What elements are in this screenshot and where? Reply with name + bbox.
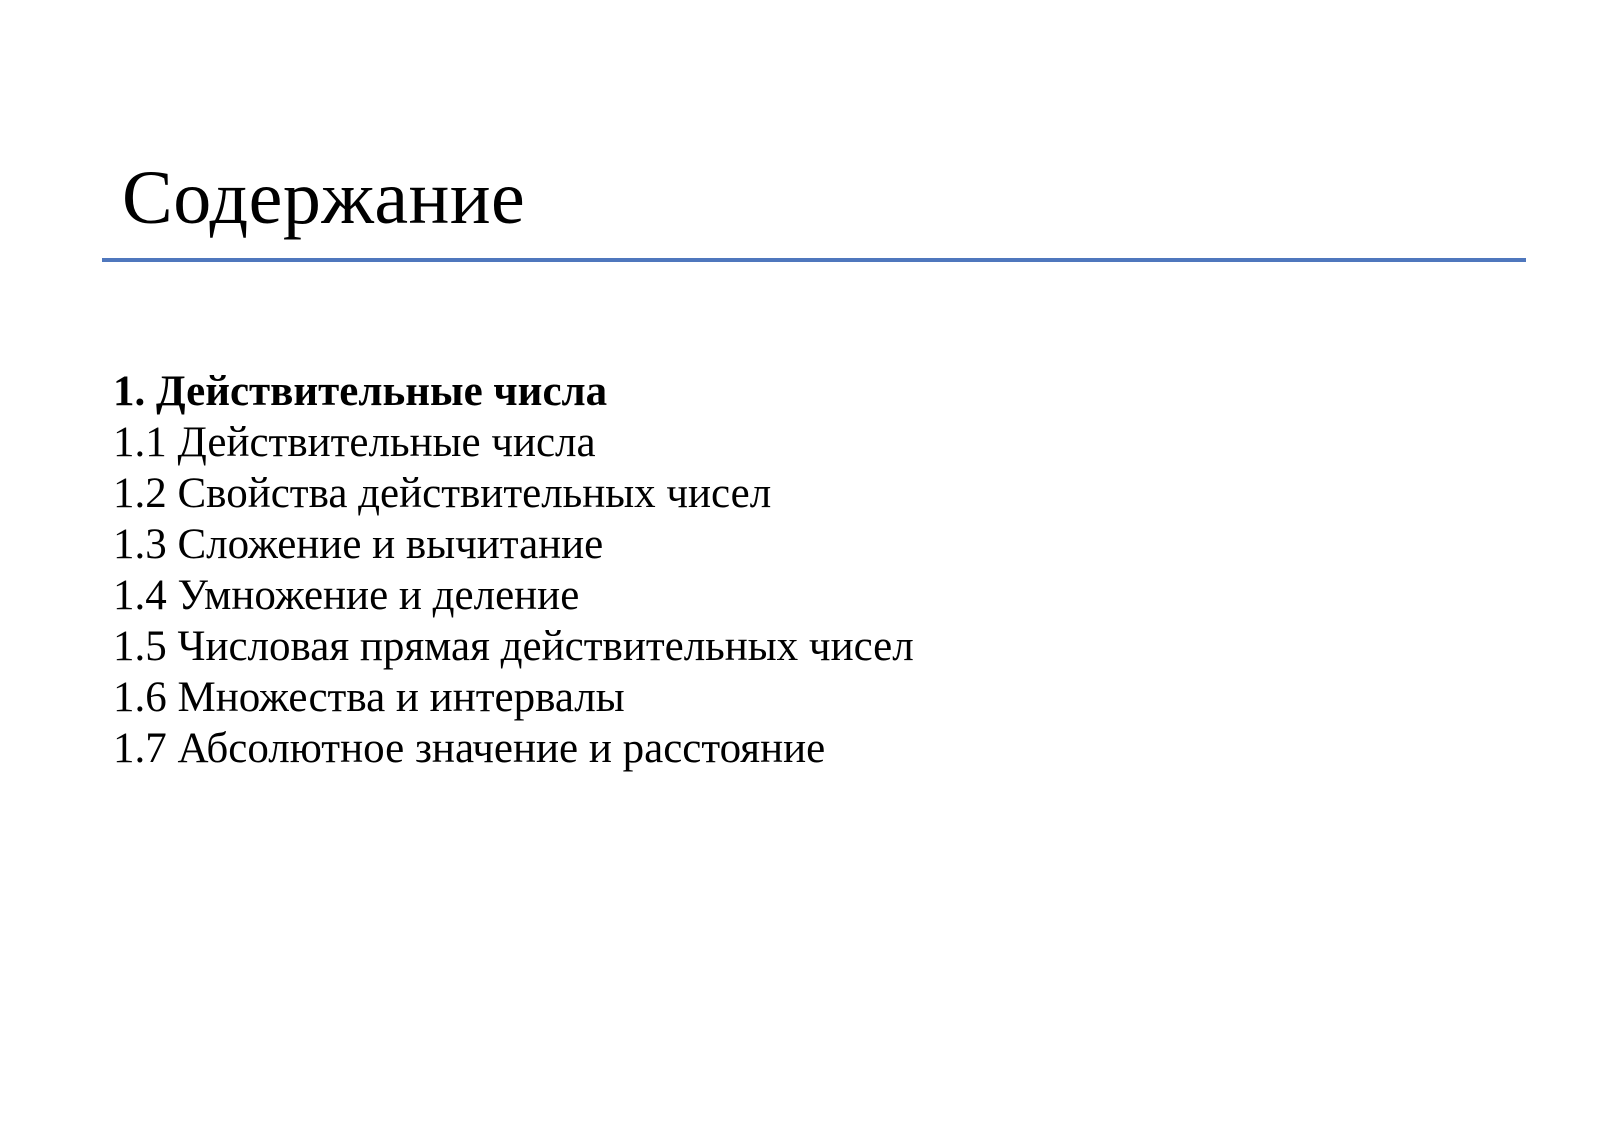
- toc-item: 1.1 Действительные числа: [113, 419, 596, 466]
- toc-section-heading: 1. Действительные числа: [113, 368, 608, 415]
- title-divider: [102, 258, 1526, 262]
- table-of-contents: [113, 366, 914, 774]
- toc-item: 1.3 Сложение и вычитание: [113, 521, 604, 568]
- page-title: Содержание: [122, 156, 526, 240]
- toc-item: 1.6 Множества и интервалы: [113, 674, 625, 721]
- toc-item: 1.7 Абсолютное значение и расстояние: [113, 725, 826, 772]
- toc-item: 1.5 Числовая прямая действительных чисел: [113, 623, 914, 670]
- toc-item: 1.4 Умножение и деление: [113, 572, 580, 619]
- toc-item: 1.2 Свойства действительных чисел: [113, 470, 772, 517]
